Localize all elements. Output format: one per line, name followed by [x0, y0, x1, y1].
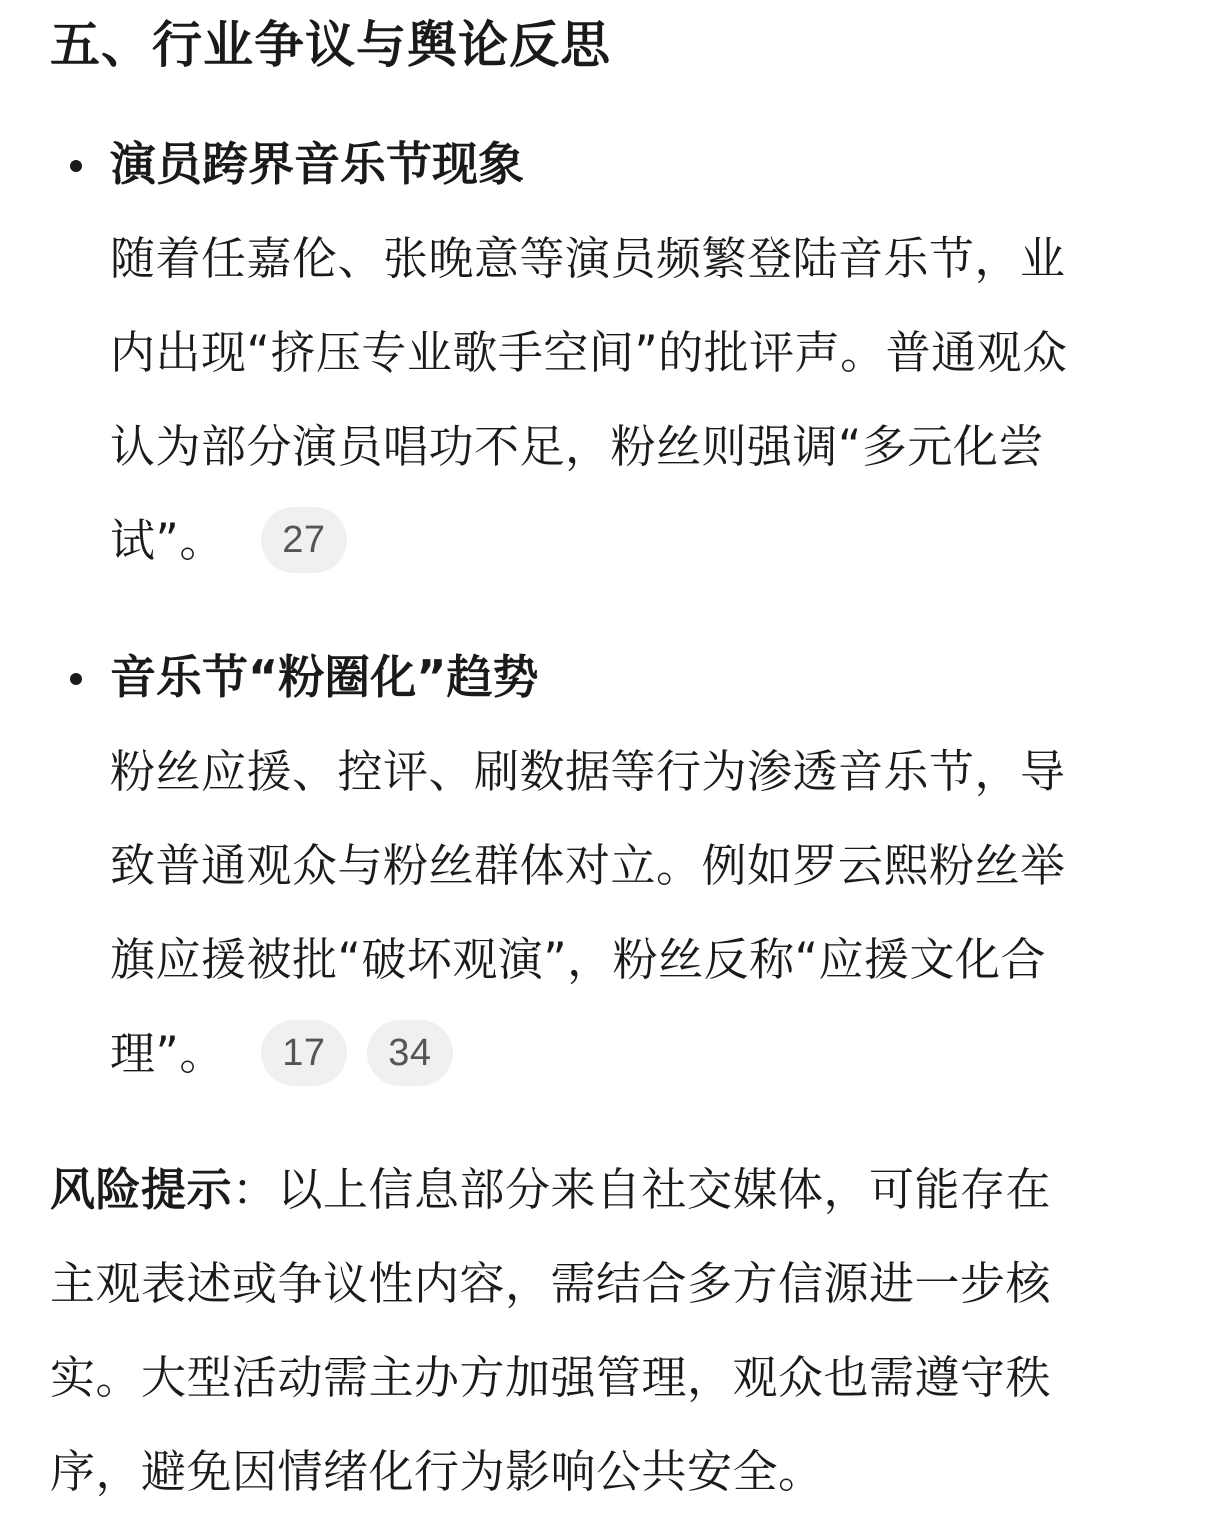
bullet-title-fandom-trend: 音乐节“粉圈化”趋势 [110, 650, 539, 704]
risk-line: 序，避免因情绪化行为影响公共安全。 [50, 1445, 824, 1498]
citation-badge[interactable]: 17 [261, 1020, 347, 1086]
citation-badge[interactable]: 27 [261, 507, 347, 573]
bullet-title-actors-crossover: 演员跨界音乐节现象 [110, 137, 524, 191]
risk-line [50, 1142, 1200, 1236]
paragraph-line-text: 试”。 [110, 514, 225, 567]
citation-badge[interactable]: 34 [367, 1020, 453, 1086]
section-heading: 五、行业争议与舆论反思 [50, 16, 611, 74]
paragraph-line: 旗应援被批“破坏观演”，粉丝反称“应援文化合 [110, 933, 1046, 986]
paragraph-line-text: 理”。 [110, 1027, 225, 1080]
risk-label: 风险提示 [50, 1163, 233, 1216]
paragraph-line: 认为部分演员唱功不足，粉丝则强调“多元化尝 [110, 420, 1044, 473]
risk-notice [50, 1142, 1200, 1518]
paragraph-line-last [110, 1007, 1180, 1101]
bullet-dot [70, 160, 82, 172]
bullet-paragraph-actors-crossover [110, 212, 1180, 588]
paragraph-line-last [110, 494, 1180, 588]
risk-line: 实。大型活动需主办方加强管理，观众也需遵守秩 [50, 1351, 1052, 1404]
paragraph-line: 致普通观众与粉丝群体对立。例如罗云熙粉丝举 [110, 839, 1066, 892]
bullet-dot [70, 673, 82, 685]
risk-line: 主观表述或争议性内容，需结合多方信源进一步核 [50, 1257, 1052, 1310]
paragraph-line: 内出现“挤压专业歌手空间”的批评声。普通观众 [110, 326, 1068, 379]
bullet-paragraph-fandom-trend [110, 725, 1180, 1101]
paragraph-line: 随着任嘉伦、张晚意等演员频繁登陆音乐节，业 [110, 232, 1066, 285]
paragraph-line: 粉丝应援、控评、刷数据等行为渗透音乐节，导 [110, 745, 1066, 798]
risk-text: ：以上信息部分来自社交媒体，可能存在 [232, 1163, 1052, 1216]
